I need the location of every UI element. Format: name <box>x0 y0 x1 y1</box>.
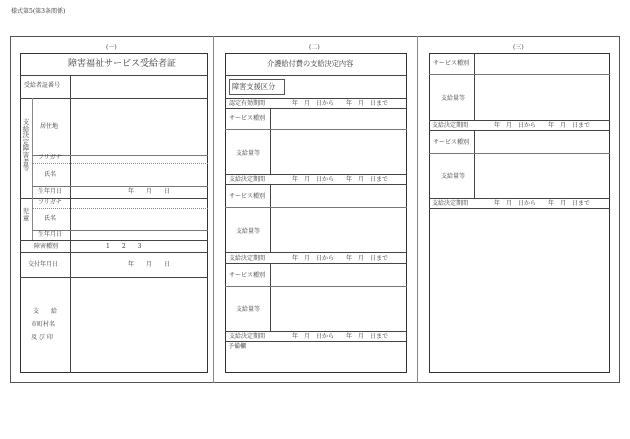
panel-3-number: (三) <box>513 44 524 51</box>
notes-label: 予備欄 <box>228 343 247 350</box>
address-label: 居住地 <box>40 123 59 130</box>
recipient-no-label: 受給者証番号 <box>24 82 61 89</box>
municipality-label-2: 市町村名 <box>31 321 56 328</box>
child-furigana-label: フリガナ <box>38 199 62 206</box>
guardian-group-label: 支給決定障害者等 <box>22 119 30 173</box>
p3-service-type-2: サービス種別 <box>433 139 470 146</box>
municipality-label-1: 支 給 <box>33 308 58 315</box>
panel-2-number: (二) <box>309 44 320 51</box>
municipality-label-3: 及 び 印 <box>31 334 53 341</box>
validity-label: 認定有効期間 <box>229 100 266 107</box>
panel-1-number: (一) <box>106 44 117 51</box>
panel-divider-1 <box>213 36 214 383</box>
disability-type-values: 1 2 3 <box>106 243 142 250</box>
p3-service-type-1: サービス種別 <box>433 60 470 67</box>
p2-amount-1: 支給量等 <box>236 150 261 157</box>
birth-fields: 年 月 日 <box>128 188 171 195</box>
p3-amount-2: 支給量等 <box>441 173 466 180</box>
p3-amount-1: 支給量等 <box>441 95 466 102</box>
issue-date-fields: 年 月 日 <box>128 261 171 268</box>
p2-period-label-2: 支給決定期間 <box>229 255 266 262</box>
disability-type-label: 障害種別 <box>34 243 59 250</box>
p3-period-fields-1: 年 月 日から 年 月 日まで <box>494 122 591 129</box>
panel-divider-2 <box>417 36 418 383</box>
p2-service-type-2: サービス種別 <box>229 193 266 200</box>
name-label: 氏名 <box>44 171 57 178</box>
p2-period-label-1: 支給決定期間 <box>229 176 266 183</box>
issue-date-label: 交付年月日 <box>28 261 59 268</box>
child-birth-label: 生年月日 <box>38 231 63 238</box>
panel-1-title: 障害福祉サービス受給者証 <box>68 59 177 69</box>
p3-period-fields-2: 年 月 日から 年 月 日まで <box>494 200 591 207</box>
p2-period-fields-1: 年 月 日から 年 月 日まで <box>292 176 389 183</box>
p2-period-fields-2: 年 月 日から 年 月 日まで <box>292 255 389 262</box>
form-number: 様式第5(第3条関係) <box>11 8 66 15</box>
p2-service-type-3: サービス種別 <box>229 272 266 279</box>
p2-service-type-1: サービス種別 <box>229 115 266 122</box>
birth-label: 生年月日 <box>38 188 63 195</box>
panel-2-title: 介護給付費の支給決定内容 <box>267 59 354 68</box>
p2-period-fields-3: 年 月 日から 年 月 日まで <box>292 333 389 340</box>
p2-amount-3: 支給量等 <box>236 306 261 313</box>
p2-period-label-3: 支給決定期間 <box>229 333 266 340</box>
child-group-label: 児童 <box>22 208 30 222</box>
support-level-label: 障害支援区分 <box>232 82 276 91</box>
p3-period-label-1: 支給決定期間 <box>432 122 469 129</box>
p3-period-label-2: 支給決定期間 <box>432 200 469 207</box>
furigana-label: フリガナ <box>38 154 62 161</box>
validity-fields: 年 月 日から 年 月 日まで <box>292 100 389 107</box>
p2-amount-2: 支給量等 <box>236 228 261 235</box>
child-name-label: 氏名 <box>44 215 57 222</box>
